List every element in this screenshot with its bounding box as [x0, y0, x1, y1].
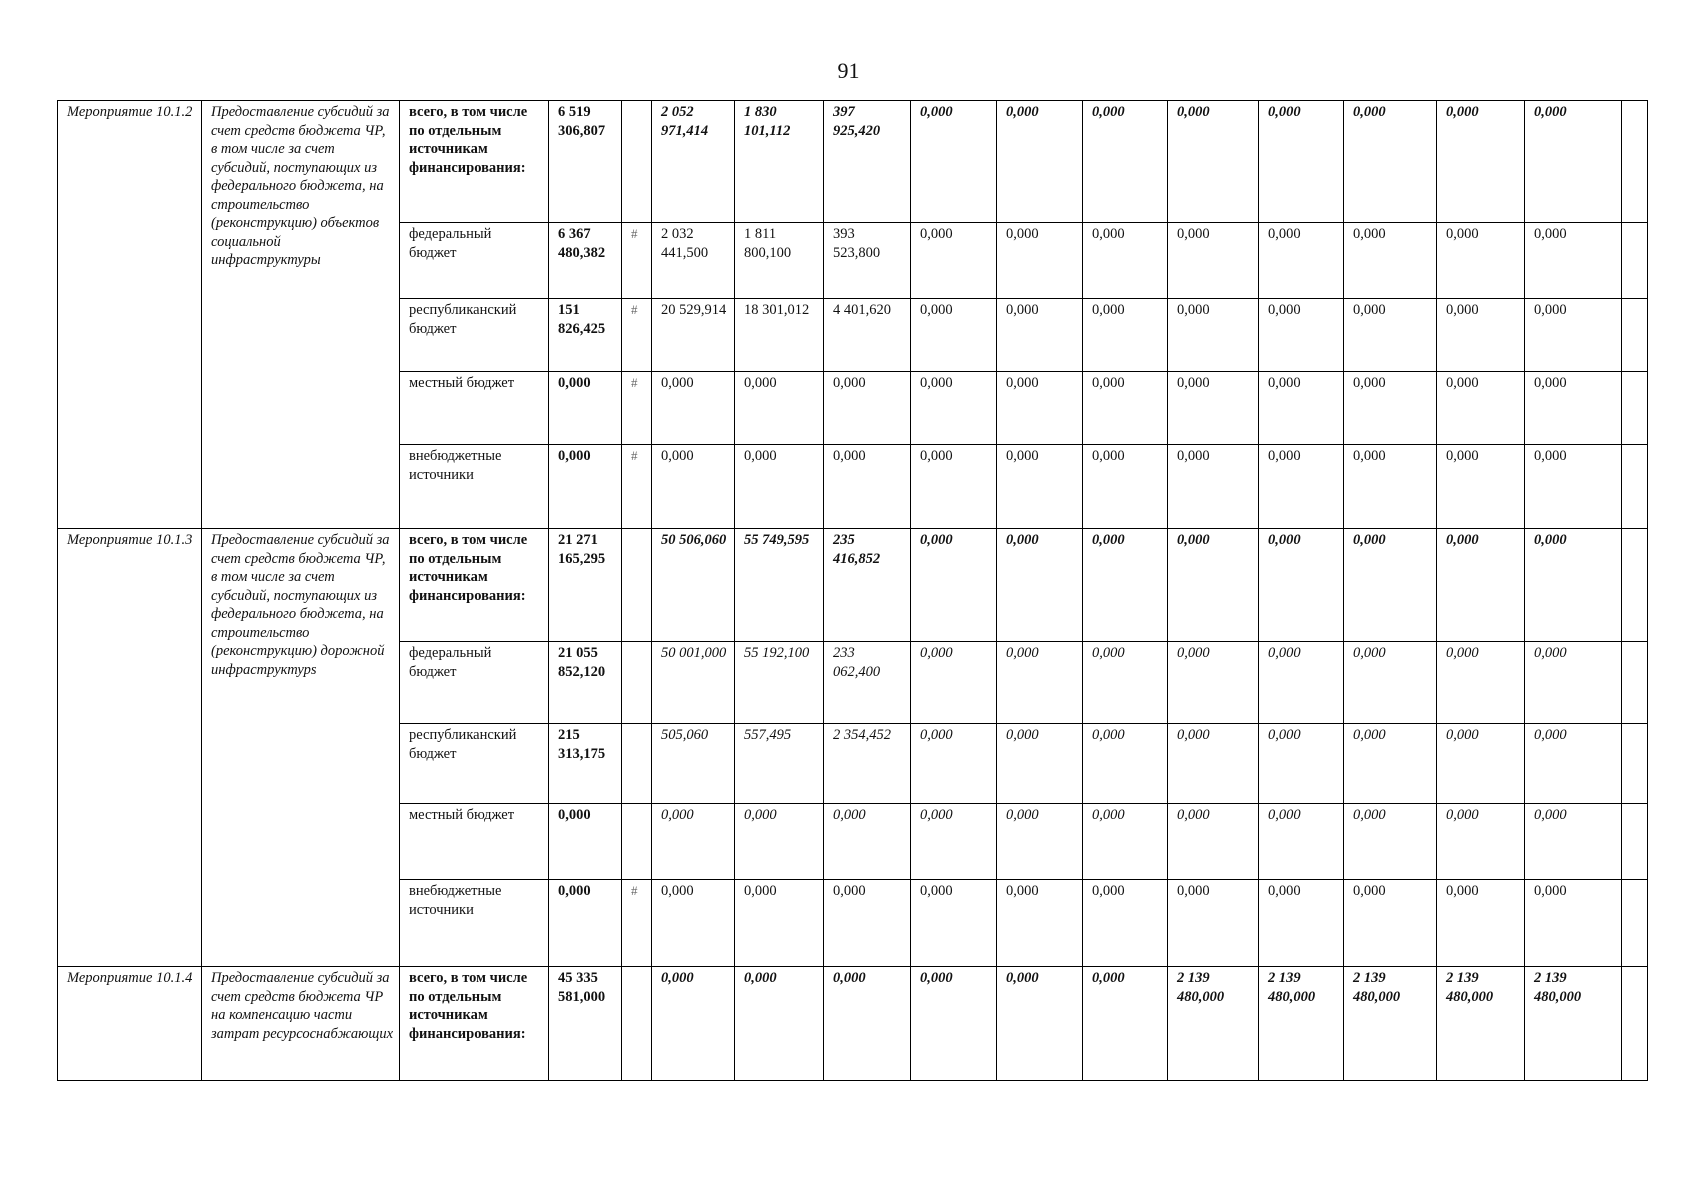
budget-table-body	[58, 101, 1648, 1081]
funding-source-cell: всего, в том числе по отдельным источникам финансирования:	[400, 967, 549, 1081]
overflow-marker-cell	[622, 724, 652, 804]
overflow-marker-cell: #	[622, 880, 652, 967]
page-number: 91	[837, 58, 860, 83]
total-cell: 6 367 480,382	[549, 223, 622, 299]
year-value-cell: 55 749,595	[735, 529, 824, 642]
year-value-cell: 2 139 480,000	[1259, 967, 1344, 1081]
year-value-cell: 0,000	[1168, 299, 1259, 372]
year-value-cell: 0,000	[1168, 101, 1259, 223]
year-value-cell: 18 301,012	[735, 299, 824, 372]
overflow-marker-cell	[622, 529, 652, 642]
year-value-cell: 0,000	[1525, 529, 1622, 642]
overflow-marker-cell: #	[622, 223, 652, 299]
year-value-cell: 0,000	[1168, 372, 1259, 445]
year-value-cell: 0,000	[911, 372, 997, 445]
year-value-cell: 2 139 480,000	[1344, 967, 1437, 1081]
total-cell: 0,000	[549, 372, 622, 445]
year-value-cell: 0,000	[824, 967, 911, 1081]
year-value-cell: 0,000	[1344, 529, 1437, 642]
year-value-cell: 0,000	[824, 880, 911, 967]
empty-cell	[1622, 299, 1648, 372]
year-value-cell: 0,000	[1168, 529, 1259, 642]
year-value-cell: 0,000	[1344, 445, 1437, 529]
year-value-cell: 0,000	[1168, 724, 1259, 804]
measure-id-cell: Мероприятие 10.1.3	[58, 529, 202, 967]
year-value-cell: 0,000	[1437, 724, 1525, 804]
year-value-cell: 0,000	[997, 880, 1083, 967]
year-value-cell: 0,000	[652, 445, 735, 529]
year-value-cell: 0,000	[1344, 880, 1437, 967]
year-value-cell: 0,000	[1259, 101, 1344, 223]
year-value-cell: 0,000	[1525, 372, 1622, 445]
overflow-marker-cell	[622, 804, 652, 880]
year-value-cell: 0,000	[1083, 445, 1168, 529]
year-value-cell: 0,000	[1437, 223, 1525, 299]
year-value-cell: 0,000	[997, 101, 1083, 223]
total-cell: 151 826,425	[549, 299, 622, 372]
table-row	[58, 967, 1648, 1081]
year-value-cell: 557,495	[735, 724, 824, 804]
year-value-cell: 0,000	[1525, 101, 1622, 223]
year-value-cell: 0,000	[1525, 445, 1622, 529]
year-value-cell: 0,000	[1083, 724, 1168, 804]
year-value-cell: 0,000	[997, 804, 1083, 880]
funding-source-cell: местный бюджет	[400, 372, 549, 445]
year-value-cell: 0,000	[1437, 372, 1525, 445]
year-value-cell: 0,000	[911, 804, 997, 880]
total-cell: 6 519 306,807	[549, 101, 622, 223]
year-value-cell: 0,000	[1168, 804, 1259, 880]
year-value-cell: 0,000	[1437, 529, 1525, 642]
year-value-cell: 0,000	[1437, 880, 1525, 967]
funding-source-cell: республиканский бюджет	[400, 299, 549, 372]
year-value-cell: 0,000	[1168, 223, 1259, 299]
year-value-cell: 0,000	[1344, 642, 1437, 724]
funding-source-cell: республиканский бюджет	[400, 724, 549, 804]
year-value-cell: 0,000	[1525, 642, 1622, 724]
overflow-marker-cell: #	[622, 445, 652, 529]
measure-name-cell: Предоставление субсидий за счет средств бюджета ЧР, в том числе за счет субсидий, поступающих из федерального бюджета, на строительство (реконструкцию) объектов социальной инфраструктуры	[202, 101, 400, 529]
year-value-cell: 0,000	[1437, 101, 1525, 223]
year-value-cell: 0,000	[1344, 724, 1437, 804]
year-value-cell: 0,000	[652, 804, 735, 880]
year-value-cell: 0,000	[997, 372, 1083, 445]
year-value-cell: 0,000	[824, 804, 911, 880]
year-value-cell: 0,000	[1168, 880, 1259, 967]
year-value-cell: 0,000	[911, 223, 997, 299]
year-value-cell: 0,000	[1259, 804, 1344, 880]
empty-cell	[1622, 223, 1648, 299]
year-value-cell: 0,000	[1083, 223, 1168, 299]
year-value-cell: 0,000	[1344, 372, 1437, 445]
measure-id-cell: Мероприятие 10.1.2	[58, 101, 202, 529]
year-value-cell: 0,000	[1437, 642, 1525, 724]
year-value-cell: 2 354,452	[824, 724, 911, 804]
year-value-cell: 505,060	[652, 724, 735, 804]
year-value-cell: 0,000	[911, 724, 997, 804]
year-value-cell: 0,000	[1344, 299, 1437, 372]
empty-cell	[1622, 372, 1648, 445]
budget-table	[57, 100, 1648, 1081]
year-value-cell: 50 506,060	[652, 529, 735, 642]
funding-source-cell: всего, в том числе по отдельным источникам финансирования:	[400, 101, 549, 223]
year-value-cell: 0,000	[652, 372, 735, 445]
total-cell: 215 313,175	[549, 724, 622, 804]
measure-name-cell: Предоставление субсидий за счет средств бюджета ЧР на компенсацию части затрат ресурсоснабжающих	[202, 967, 400, 1081]
year-value-cell: 4 401,620	[824, 299, 911, 372]
year-value-cell: 0,000	[1083, 880, 1168, 967]
year-value-cell: 0,000	[1259, 724, 1344, 804]
year-value-cell: 2 139 480,000	[1525, 967, 1622, 1081]
year-value-cell: 1 830 101,112	[735, 101, 824, 223]
year-value-cell: 0,000	[1259, 880, 1344, 967]
overflow-marker-cell	[622, 642, 652, 724]
funding-source-cell: федеральный бюджет	[400, 642, 549, 724]
year-value-cell: 0,000	[997, 967, 1083, 1081]
overflow-marker-cell: #	[622, 372, 652, 445]
year-value-cell: 0,000	[911, 101, 997, 223]
year-value-cell: 0,000	[735, 880, 824, 967]
funding-source-cell: внебюджетные источники	[400, 880, 549, 967]
year-value-cell: 0,000	[1168, 445, 1259, 529]
year-value-cell: 0,000	[1437, 804, 1525, 880]
total-cell: 0,000	[549, 880, 622, 967]
overflow-marker-cell: #	[622, 299, 652, 372]
year-value-cell: 0,000	[1525, 880, 1622, 967]
year-value-cell: 0,000	[911, 967, 997, 1081]
year-value-cell: 0,000	[735, 372, 824, 445]
year-value-cell: 397 925,420	[824, 101, 911, 223]
empty-cell	[1622, 101, 1648, 223]
year-value-cell: 0,000	[652, 967, 735, 1081]
year-value-cell: 0,000	[1344, 101, 1437, 223]
empty-cell	[1622, 804, 1648, 880]
total-cell: 0,000	[549, 804, 622, 880]
empty-cell	[1622, 967, 1648, 1081]
empty-cell	[1622, 445, 1648, 529]
overflow-marker-cell	[622, 967, 652, 1081]
total-cell: 0,000	[549, 445, 622, 529]
year-value-cell: 0,000	[997, 445, 1083, 529]
year-value-cell: 0,000	[1344, 223, 1437, 299]
year-value-cell: 0,000	[1259, 299, 1344, 372]
year-value-cell: 0,000	[911, 529, 997, 642]
measure-id-cell: Мероприятие 10.1.4	[58, 967, 202, 1081]
year-value-cell: 0,000	[997, 529, 1083, 642]
overflow-marker-cell	[622, 101, 652, 223]
total-cell: 21 055 852,120	[549, 642, 622, 724]
year-value-cell: 235 416,852	[824, 529, 911, 642]
year-value-cell: 0,000	[911, 445, 997, 529]
year-value-cell: 0,000	[997, 299, 1083, 372]
year-value-cell: 0,000	[911, 880, 997, 967]
year-value-cell: 0,000	[1259, 445, 1344, 529]
empty-cell	[1622, 529, 1648, 642]
year-value-cell: 0,000	[1259, 372, 1344, 445]
year-value-cell: 2 052 971,414	[652, 101, 735, 223]
year-value-cell: 2 139 480,000	[1168, 967, 1259, 1081]
year-value-cell: 0,000	[997, 223, 1083, 299]
year-value-cell: 0,000	[652, 880, 735, 967]
year-value-cell: 0,000	[735, 804, 824, 880]
year-value-cell: 1 811 800,100	[735, 223, 824, 299]
total-cell: 45 335 581,000	[549, 967, 622, 1081]
year-value-cell: 0,000	[1083, 372, 1168, 445]
year-value-cell: 0,000	[1259, 529, 1344, 642]
year-value-cell: 0,000	[1437, 299, 1525, 372]
year-value-cell: 0,000	[1525, 299, 1622, 372]
table-row	[58, 101, 1648, 223]
year-value-cell: 50 001,000	[652, 642, 735, 724]
year-value-cell: 0,000	[997, 724, 1083, 804]
year-value-cell: 0,000	[1083, 967, 1168, 1081]
year-value-cell: 0,000	[1525, 804, 1622, 880]
funding-source-cell: федеральный бюджет	[400, 223, 549, 299]
year-value-cell: 233 062,400	[824, 642, 911, 724]
measure-name-cell: Предоставление субсидий за счет средств бюджета ЧР, в том числе за счет субсидий, поступающих из федерального бюджета, на строительство (реконструкцию) дорожной инфраструктурs	[202, 529, 400, 967]
empty-cell	[1622, 880, 1648, 967]
year-value-cell: 0,000	[1083, 529, 1168, 642]
year-value-cell: 0,000	[1083, 101, 1168, 223]
year-value-cell: 0,000	[911, 642, 997, 724]
year-value-cell: 0,000	[824, 445, 911, 529]
year-value-cell: 0,000	[1083, 299, 1168, 372]
year-value-cell: 2 032 441,500	[652, 223, 735, 299]
total-cell: 21 271 165,295	[549, 529, 622, 642]
year-value-cell: 0,000	[735, 967, 824, 1081]
year-value-cell: 55 192,100	[735, 642, 824, 724]
year-value-cell: 0,000	[1437, 445, 1525, 529]
table-row	[58, 529, 1648, 642]
year-value-cell: 0,000	[1259, 223, 1344, 299]
year-value-cell: 0,000	[1344, 804, 1437, 880]
funding-source-cell: всего, в том числе по отдельным источникам финансирования:	[400, 529, 549, 642]
year-value-cell: 0,000	[911, 299, 997, 372]
year-value-cell: 2 139 480,000	[1437, 967, 1525, 1081]
empty-cell	[1622, 724, 1648, 804]
year-value-cell: 0,000	[1083, 804, 1168, 880]
empty-cell	[1622, 642, 1648, 724]
year-value-cell: 0,000	[997, 642, 1083, 724]
year-value-cell: 20 529,914	[652, 299, 735, 372]
year-value-cell: 0,000	[1525, 724, 1622, 804]
year-value-cell: 0,000	[1259, 642, 1344, 724]
funding-source-cell: внебюджетные источники	[400, 445, 549, 529]
year-value-cell: 393 523,800	[824, 223, 911, 299]
year-value-cell: 0,000	[1168, 642, 1259, 724]
year-value-cell: 0,000	[735, 445, 824, 529]
year-value-cell: 0,000	[1525, 223, 1622, 299]
funding-source-cell: местный бюджет	[400, 804, 549, 880]
year-value-cell: 0,000	[1083, 642, 1168, 724]
year-value-cell: 0,000	[824, 372, 911, 445]
